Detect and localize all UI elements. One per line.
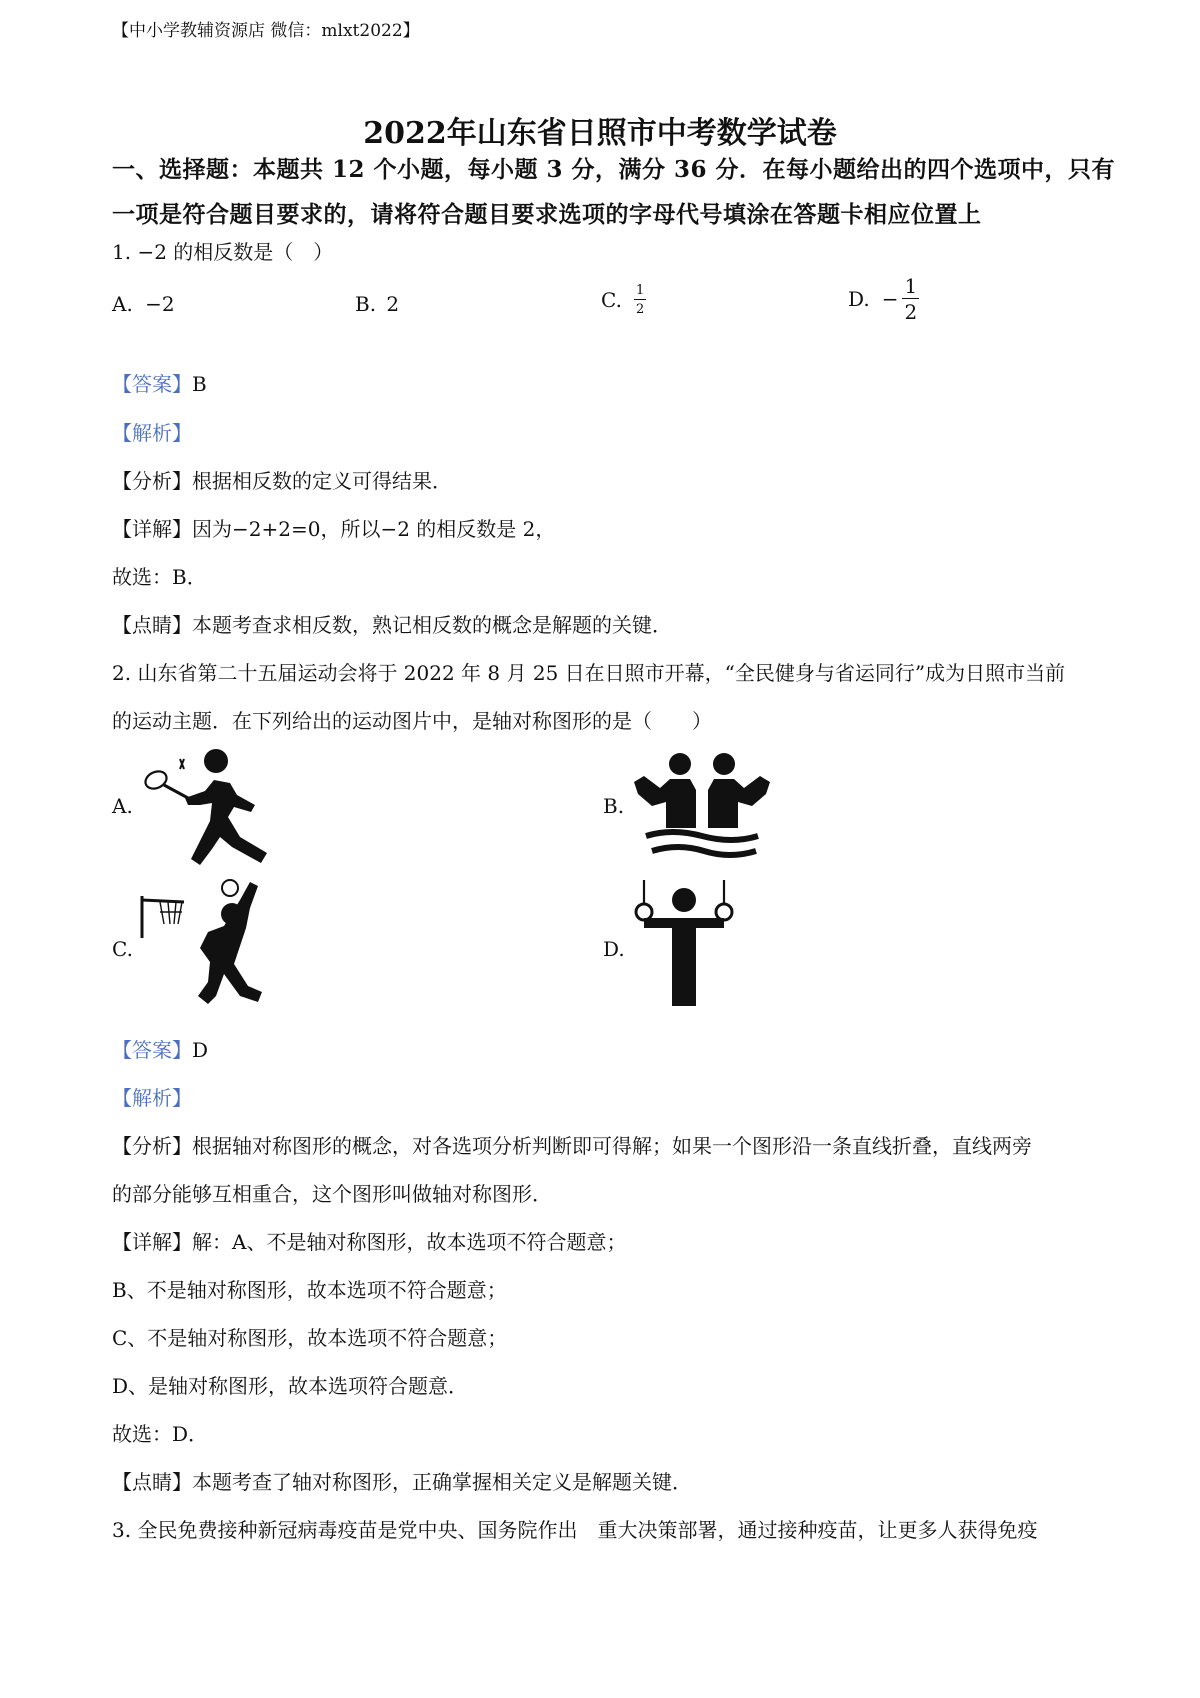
q1-fenxi-text: 根据相反数的定义可得结果．	[192, 469, 452, 493]
q1-option-a-value: −2	[145, 292, 175, 316]
q1-option-d-label: D.	[848, 287, 870, 311]
q2-option-d-label: D.	[603, 937, 625, 961]
swimmers-figure	[632, 748, 772, 863]
rings-gymnast-figure	[634, 880, 734, 1010]
q2-dianjing-tag: 【点睛】	[112, 1470, 192, 1494]
q2-fenxi-text: 根据轴对称图形的概念，对各选项分析判断即可得解；如果一个图形沿一条直线折叠，直线两旁	[192, 1134, 1032, 1158]
q1-option-c-denominator: 2	[635, 302, 645, 317]
q1-stem: 1. −2 的相反数是（ ）	[112, 240, 334, 264]
q2-xiangjie	[112, 1228, 626, 1256]
q1-analysis-tag: 【解析】	[112, 421, 192, 445]
q1-dianjing-tag: 【点睛】	[112, 613, 192, 637]
q1-option-d-denominator: 2	[904, 300, 918, 324]
q2-xiangjie-tag: 【详解】	[112, 1230, 192, 1254]
q1-fenxi-tag: 【分析】	[112, 469, 192, 493]
badminton-player-figure	[140, 745, 285, 870]
q1-option-d	[848, 276, 919, 322]
q2-fenxi-line-1	[112, 1132, 1032, 1160]
q1-option-b-label: B.	[355, 292, 377, 316]
q2-line-c: C、不是轴对称图形，故本选项不符合题意；	[112, 1326, 508, 1350]
q2-guxuan: 故选：D．	[112, 1422, 209, 1446]
page-title: 2022年山东省日照市中考数学试卷	[363, 116, 837, 151]
q1-xiangjie	[112, 515, 555, 543]
q1-answer-value: B	[192, 372, 207, 396]
q1-option-d-sign: −	[881, 287, 899, 311]
q2-option-c-label: C.	[112, 937, 133, 961]
q1-option-a	[112, 290, 175, 318]
q2-option-b-label: B.	[603, 794, 625, 818]
q2-dianjing	[112, 1468, 692, 1496]
q1-option-c-numerator: 1	[635, 283, 645, 298]
q2-option-a-label: A.	[112, 794, 133, 818]
q3-stem-line-1: 3. 全民免费接种新冠病毒疫苗是党中央、国务院作出 重大决策部署，通过接种疫苗，让更多人获得免疫	[112, 1518, 1038, 1542]
q1-option-c-label: C.	[601, 288, 622, 312]
q1-dianjing-text: 本题考查求相反数，熟记相反数的概念是解题的关键．	[192, 613, 672, 637]
q1-option-c	[601, 284, 646, 316]
q1-option-c-fraction	[634, 284, 646, 316]
basketball-player-figure	[138, 878, 278, 1008]
q1-dianjing	[112, 611, 672, 639]
q2-line-d: D、是轴对称图形，故本选项符合题意．	[112, 1374, 469, 1398]
q1-xiangjie-tag: 【详解】	[112, 517, 192, 541]
q1-answer	[112, 370, 207, 398]
q2-answer-tag: 【答案】	[112, 1038, 192, 1062]
q2-dianjing-text: 本题考查了轴对称图形，正确掌握相关定义是解题关键．	[192, 1470, 692, 1494]
q1-option-d-numerator: 1	[904, 274, 918, 298]
section-heading-line-2: 一项是符合题目要求的，请将符合题目要求选项的字母代号填涂在答题卡相应位置上	[112, 201, 982, 228]
q2-answer-value: D	[192, 1038, 209, 1062]
q1-option-b-value: 2	[386, 292, 400, 316]
q2-fenxi-tag: 【分析】	[112, 1134, 192, 1158]
q1-fenxi	[112, 467, 452, 495]
q2-xiangjie-text: 解：A、不是轴对称图形，故本选项不符合题意；	[192, 1230, 627, 1254]
q1-guxuan: 故选：B．	[112, 565, 207, 589]
q2-answer	[112, 1036, 208, 1064]
q1-answer-tag: 【答案】	[112, 372, 192, 396]
q1-option-d-fraction	[902, 276, 919, 322]
q1-xiangjie-text: 因为−2+2=0，所以−2 的相反数是 2，	[192, 517, 556, 541]
q2-line-b: B、不是轴对称图形，故本选项不符合题意；	[112, 1278, 507, 1302]
q2-stem-line-1: 2. 山东省第二十五届运动会将于 2022 年 8 月 25 日在日照市开幕，“全民健身与省运同行”成为日照市当前	[112, 661, 1066, 685]
q2-fenxi-line-2: 的部分能够互相重合，这个图形叫做轴对称图形．	[112, 1182, 552, 1206]
q2-analysis-tag: 【解析】	[112, 1086, 192, 1110]
source-header: 【中小学教辅资源店 微信：mlxt2022】	[112, 21, 420, 41]
section-heading-line-1: 一、选择题：本题共 12 个小题，每小题 3 分，满分 36 分．在每小题给出的四个选项中，只有	[112, 156, 1116, 183]
q1-option-b	[355, 290, 399, 318]
q2-stem-line-2: 的运动主题．在下列给出的运动图片中，是轴对称图形的是（ ）	[112, 709, 712, 733]
q1-option-a-label: A.	[112, 292, 133, 316]
